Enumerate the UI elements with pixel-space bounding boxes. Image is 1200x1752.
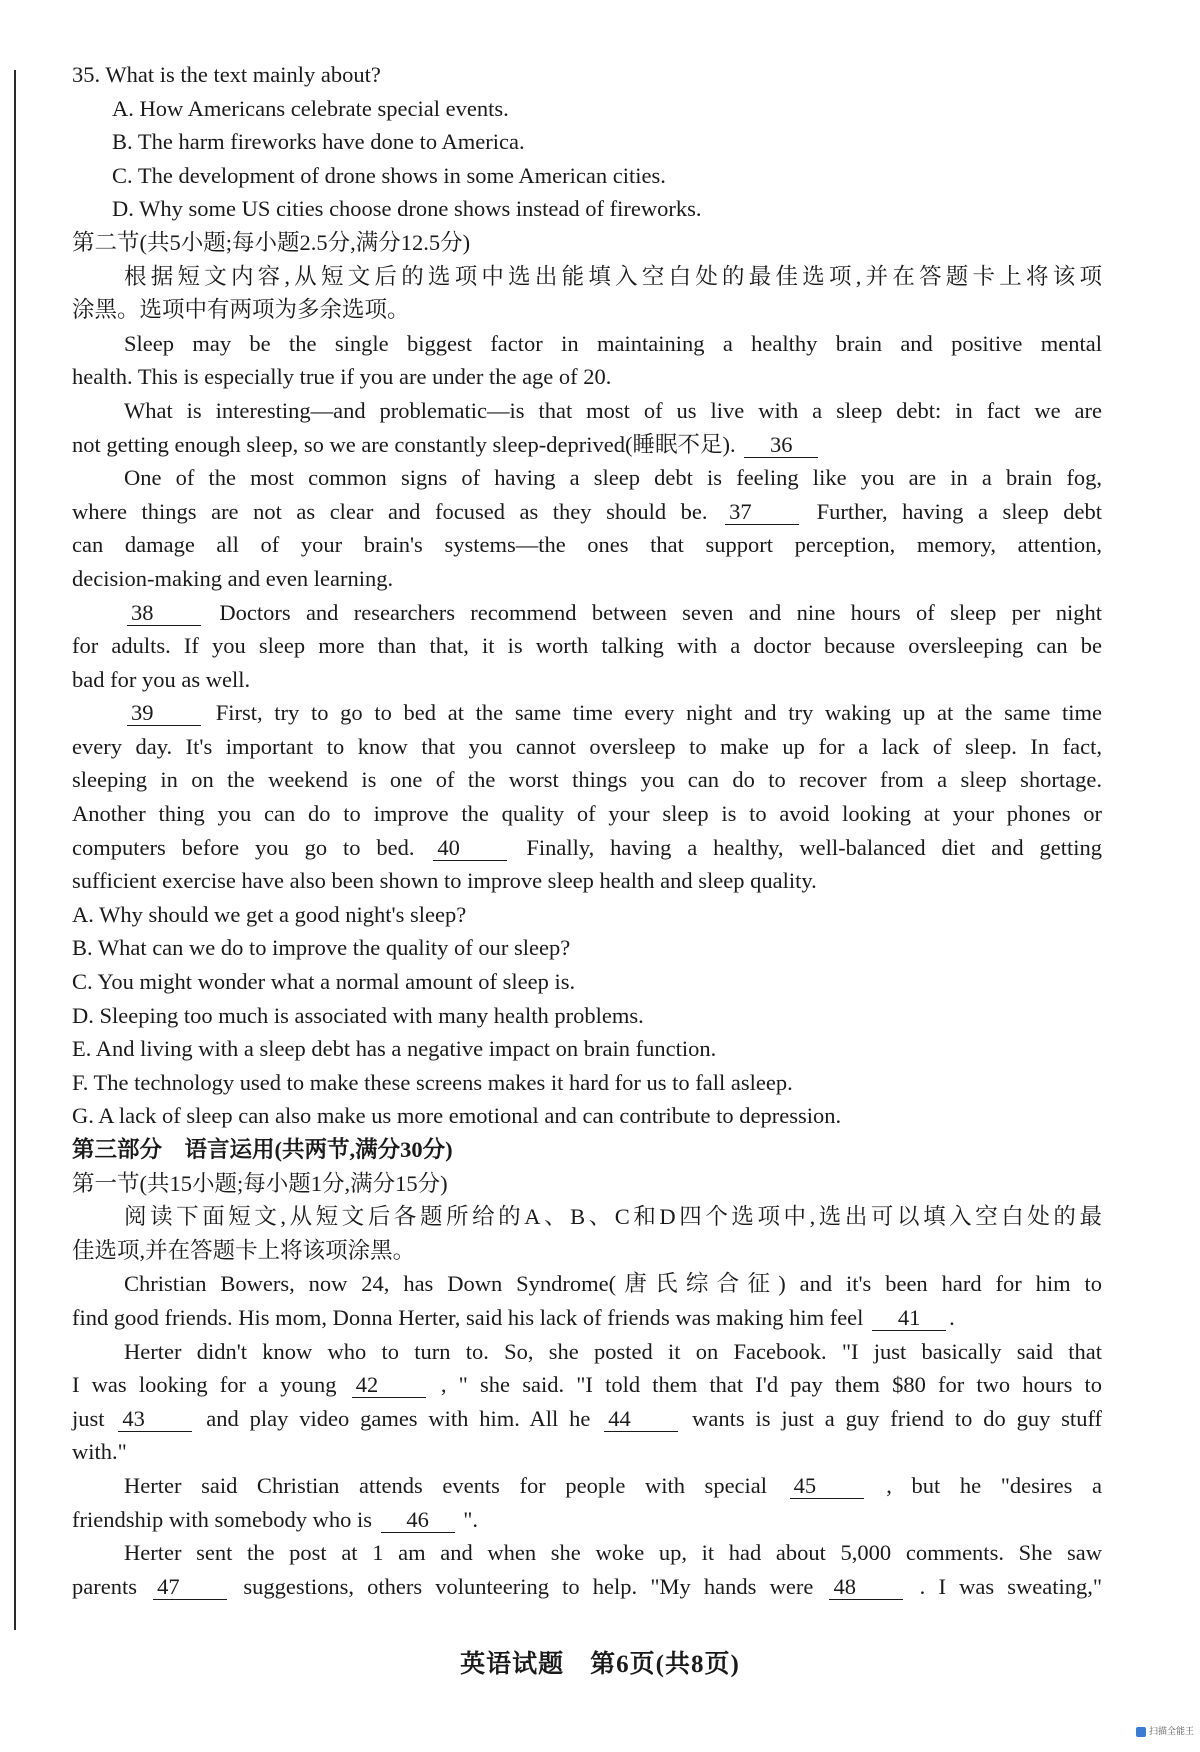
blank-36: 36 <box>744 433 818 458</box>
passage-p5-line4: Another thing you can do to improve the quality of your sleep is to avoid looking at your phones or <box>72 801 1102 827</box>
cloze-line-2: find good friends. His mom, Donna Herter, said his lack of friends was making him feel 41 . <box>72 1304 955 1330</box>
blank-38: 38 <box>127 601 201 626</box>
blank-43: 43 <box>118 1407 192 1432</box>
passage-p1-line2: health. This is especially true if you are under the age of 20. <box>72 364 612 390</box>
cloze-text: . I was sweating," <box>919 1573 1103 1599</box>
section2-instruction-2: 涂黑。选项中有两项为多余选项。 <box>72 297 410 323</box>
section2-option-b: B. What can we do to improve the quality of our sleep? <box>72 935 571 961</box>
scanner-app-icon <box>1136 1727 1146 1737</box>
cloze-line-1: Christian Bowers, now 24, has Down Syndrome(唐氏综合征) and it's been hard for him to <box>124 1271 1102 1297</box>
passage-text: First, try to go to bed at the same time every night and try waking up at the same time <box>215 700 1103 726</box>
cloze-line-4 <box>72 1368 1102 1402</box>
cloze-text: just <box>72 1405 105 1431</box>
cloze-line-5 <box>72 1402 1102 1436</box>
blank-37: 37 <box>725 500 799 525</box>
q35-option-b: B. The harm fireworks have done to America. <box>112 129 525 155</box>
part3-instruction-2: 佳选项,并在答题卡上将该项涂黑。 <box>72 1237 416 1263</box>
section2-option-d: D. Sleeping too much is associated with many health problems. <box>72 1002 644 1028</box>
blank-42: 42 <box>352 1373 426 1398</box>
cloze-line-7 <box>72 1469 1102 1503</box>
section2-instruction-1: 根据短文内容,从短文后的选项中选出能填入空白处的最佳选项,并在答题卡上将该项 <box>124 263 1102 289</box>
cloze-text: wants is just a guy friend to do guy stuff <box>692 1405 1103 1431</box>
passage-p2-line2 <box>72 428 1102 462</box>
q35-option-a: A. How Americans celebrate special events. <box>112 95 509 121</box>
blank-47: 47 <box>153 1575 227 1600</box>
watermark-text: 扫描全能王 <box>1149 1727 1195 1737</box>
cloze-text: friendship with somebody who is <box>72 1506 372 1532</box>
cloze-text: parents <box>72 1573 137 1599</box>
section2-option-f: F. The technology used to make these screens makes it hard for us to fall asleep. <box>72 1069 793 1095</box>
passage-p1-line1: Sleep may be the single biggest factor in maintaining a healthy brain and positive mental <box>124 330 1102 356</box>
cloze-line-6: with." <box>72 1439 127 1465</box>
cloze-text: Herter said Christian attends events for people with special <box>124 1472 768 1498</box>
passage-text: computers before you go to bed. <box>72 834 415 860</box>
passage-p5-line2: every day. It's important to know that you cannot oversleep to make up for a lack of sleep. In fact, <box>72 733 1102 759</box>
section2-option-g: G. A lack of sleep can also make us more emotional and can contribute to depression. <box>72 1103 842 1129</box>
passage-p3-line3: can damage all of your brain's systems—the ones that support perception, memory, attention, <box>72 532 1102 558</box>
cloze-text: find good friends. His mom, Donna Herter, said his lack of friends was making him feel <box>72 1304 864 1330</box>
passage-p4-line1 <box>72 596 1102 630</box>
part3-section1-heading: 第一节(共15小题;每小题1分,满分15分) <box>72 1170 448 1196</box>
passage-text: where things are not as clear and focused as they should be. <box>72 498 708 524</box>
q35-option-d: D. Why some US cities choose drone shows instead of fireworks. <box>112 196 702 222</box>
q35-option-c: C. The development of drone shows in some American cities. <box>112 162 666 188</box>
passage-text: Doctors and researchers recommend between seven and nine hours of sleep per night <box>219 599 1103 625</box>
margin-line <box>14 70 16 1630</box>
cloze-text: I was looking for a young <box>72 1372 337 1398</box>
cloze-line-10 <box>72 1570 1102 1604</box>
cloze-line-9: Herter sent the post at 1 am and when she woke up, it had about 5,000 comments. She saw <box>124 1540 1102 1566</box>
section2-option-e: E. And living with a sleep debt has a negative impact on brain function. <box>72 1036 717 1062</box>
passage-p2-line1: What is interesting—and problematic—is that most of us live with a sleep debt: in fact we are <box>124 397 1102 423</box>
blank-41: 41 <box>872 1306 946 1331</box>
passage-p5-line5 <box>72 831 1102 865</box>
passage-p3-line2 <box>72 495 1102 529</box>
passage-p4-line3: bad for you as well. <box>72 666 251 692</box>
q35-stem: 35. What is the text mainly about? <box>72 62 381 87</box>
cloze-text: , " she said. "I told them that I'd pay them $80 for two hours to <box>440 1372 1102 1398</box>
passage-p5-line1 <box>72 696 1102 730</box>
passage-p3-line1: One of the most common signs of having a sleep debt is feeling like you are in a brain fog, <box>124 465 1102 491</box>
blank-45: 45 <box>790 1474 864 1499</box>
passage-p5-line3: sleeping in on the weekend is one of the worst things you can do to recover from a sleep shortage. <box>72 767 1102 793</box>
passage-text: Further, having a sleep debt <box>816 498 1103 524</box>
blank-46: 46 <box>381 1508 455 1533</box>
scanner-watermark <box>1136 1724 1194 1737</box>
cloze-line-3: Herter didn't know who to turn to. So, she posted it on Facebook. "I just basically said that <box>124 1338 1102 1364</box>
blank-48: 48 <box>829 1575 903 1600</box>
blank-40: 40 <box>433 836 507 861</box>
passage-p4-line2: for adults. If you sleep more than that, it is worth talking with a doctor because oversleeping can be <box>72 633 1102 659</box>
cloze-text: ". <box>463 1506 479 1532</box>
cloze-line-8 <box>72 1503 1102 1537</box>
blank-39: 39 <box>127 701 201 726</box>
passage-text: Finally, having a healthy, well-balanced diet and getting <box>526 834 1103 860</box>
page-content <box>72 58 1102 1603</box>
passage-p3-line4: decision-making and even learning. <box>72 565 394 591</box>
section2-option-c: C. You might wonder what a normal amount of sleep is. <box>72 969 576 995</box>
page-footer: 英语试题 第6页(共8页) <box>460 1651 740 1678</box>
cloze-text: , but he "desires a <box>886 1472 1103 1498</box>
section2-heading: 第二节(共5小题;每小题2.5分,满分12.5分) <box>72 229 471 255</box>
passage-text: not getting enough sleep, so we are constantly sleep-deprived(睡眠不足). <box>72 431 736 457</box>
section2-option-a: A. Why should we get a good night's sleep? <box>72 901 467 927</box>
part3-heading: 第三部分 语言运用(共两节,满分30分) <box>72 1137 453 1162</box>
part3-instruction-1: 阅读下面短文,从短文后各题所给的A、B、C和D四个选项中,选出可以填入空白处的最 <box>124 1204 1102 1230</box>
cloze-text: and play video games with him. All he <box>206 1405 591 1431</box>
blank-44: 44 <box>604 1407 678 1432</box>
passage-p5-line6: sufficient exercise have also been shown to improve sleep health and sleep quality. <box>72 868 817 894</box>
cloze-text: suggestions, others volunteering to help. "My hands were <box>243 1573 814 1599</box>
